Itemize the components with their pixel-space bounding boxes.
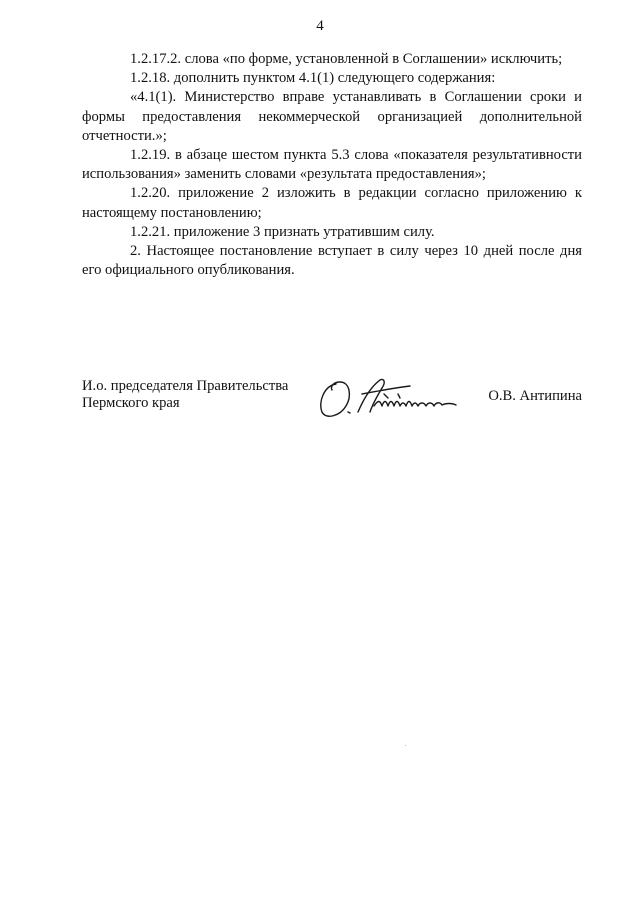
handwritten-signature: [314, 372, 484, 422]
document-body: [82, 50, 582, 280]
signatory-position-line-1: И.о. председателя Правительства: [82, 378, 289, 394]
paragraph-1-2-20: 1.2.20. приложение 2 изложить в редакции согласно приложению к настоящему постановлению;: [82, 185, 582, 221]
signatory-position-line-2: Пермского края: [82, 395, 180, 411]
signatory-name: О.В. Антипина: [488, 388, 582, 404]
signatory-position: [82, 378, 288, 412]
paragraph-1-2-21: 1.2.21. приложение 3 признать утратившим силу.: [130, 223, 435, 240]
scan-speck: [405, 745, 406, 746]
signature-block: [82, 378, 582, 428]
paragraph-1-2-18: 1.2.18. дополнить пунктом 4.1(1) следующего содержания:: [130, 70, 496, 87]
paragraph-1-2-17-2: 1.2.17.2. слова «по форме, установленной в Соглашении» исключить;: [130, 51, 563, 67]
paragraph-1-2-19: 1.2.19. в абзаце шестом пункта 5.3 слова «показателя результативности использования» заменить словами «результата предоставления»;: [82, 147, 582, 183]
page-number: 4: [316, 18, 324, 34]
paragraph-2-effective-date: 2. Настоящее постановление вступает в силу через 10 дней после дня его официального опубликования.: [82, 243, 582, 279]
paragraph-4-1-1-quote: «4.1(1). Министерство вправе устанавливать в Соглашении сроки и формы предоставления некоммерческой организацией дополнительной отчетности.»;: [82, 89, 582, 144]
